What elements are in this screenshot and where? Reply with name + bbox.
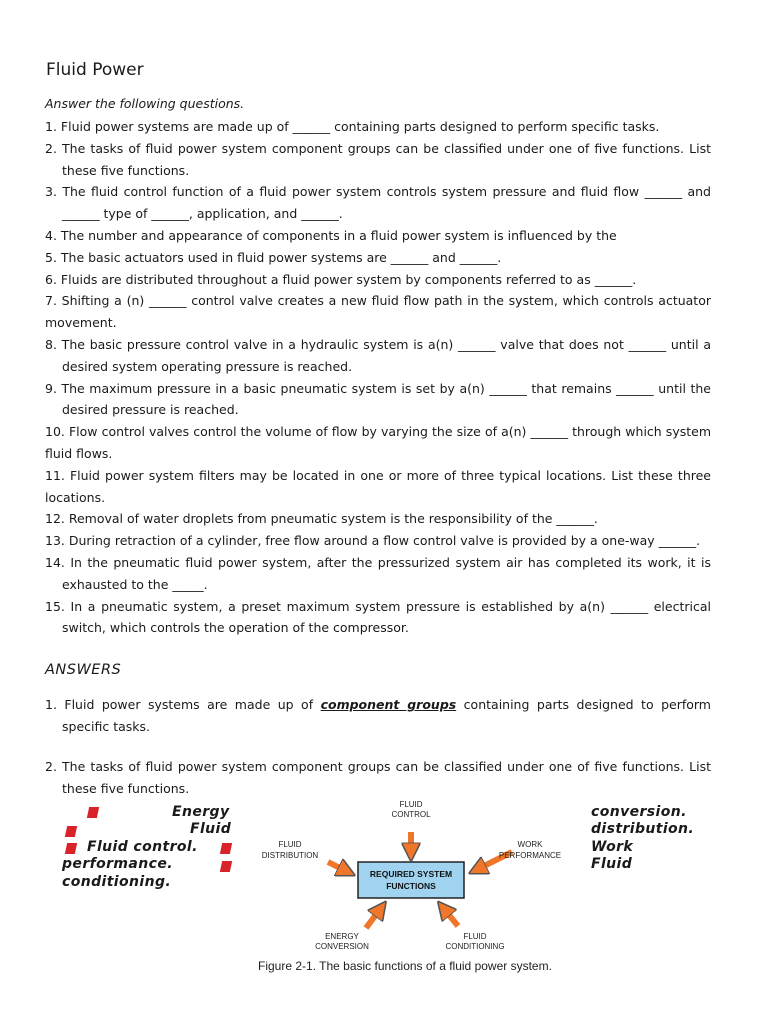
arrow-energy-conversion <box>366 904 384 928</box>
question-10: 10. Flow control valves control the volume of flow by varying the size of a(n) ______ through which system fluid flows. <box>45 424 711 461</box>
answer-1 <box>45 694 711 738</box>
function-fluid: Fluid <box>190 821 232 837</box>
answer-1-highlight: component groups <box>320 697 457 712</box>
label-energy-conversion-2: CONVERSION <box>315 942 369 951</box>
arrow-fluid-distribution <box>328 862 352 874</box>
function-conditioning: conditioning. <box>62 874 172 890</box>
page-title: Fluid Power <box>46 60 144 80</box>
question-13: 13. During retraction of a cylinder, free flow around a flow control valve is provided by a one-way ______. <box>45 533 701 549</box>
question-5: 5. The basic actuators used in fluid power systems are ______ and ______. <box>45 249 502 265</box>
question-14: 14. In the pneumatic fluid power system, after the pressurized system air has completed its work, it is exhausted to the _____. <box>45 554 711 592</box>
bullet-marker <box>65 843 77 854</box>
center-label-2: FUNCTIONS <box>386 881 436 891</box>
functions-diagram <box>250 796 580 958</box>
answer-1-suffix: containing parts designed to perform specific tasks. <box>62 697 711 734</box>
question-3: 3. The fluid control function of a fluid power system controls system pressure and fluid flow ______ and ______ type of ______, application, and ______. <box>45 184 711 222</box>
answers-heading: ANSWERS <box>45 662 122 678</box>
function-fluid-right: Fluid <box>591 856 633 872</box>
question-4: 4. The number and appearance of components in a fluid power system is influenced by the <box>45 227 617 243</box>
arrow-fluid-conditioning <box>440 904 458 926</box>
label-work-performance-1: WORK <box>517 840 543 849</box>
label-fluid-distribution-1: FLUID <box>278 840 302 849</box>
required-functions-box <box>358 862 464 898</box>
instructions: Answer the following questions. <box>45 96 245 111</box>
question-6: 6. Fluids are distributed throughout a fluid power system by components referred to as ______. <box>45 271 637 287</box>
label-fluid-control-2: CONTROL <box>391 810 431 819</box>
caption-label: Figure 2-1. <box>258 959 317 973</box>
function-conversion: conversion. <box>591 804 687 820</box>
center-label-1: REQUIRED SYSTEM <box>369 869 453 879</box>
question-9: 9. The maximum pressure in a basic pneumatic system is set by a(n) ______ that remains ______ until the desired pressure is reached. <box>45 380 711 418</box>
figure-caption <box>258 958 558 974</box>
question-2: 2. The tasks of fluid power system component groups can be classified under one of five functions. List these five functions. <box>45 140 711 178</box>
bullet-marker <box>87 807 99 818</box>
function-energy: Energy <box>172 804 230 820</box>
function-distribution: distribution. <box>591 821 695 837</box>
label-energy-conversion-1: ENERGY <box>325 932 359 941</box>
question-7: 7. Shifting a (n) ______ control valve creates a new fluid flow path in the system, which controls actuator movement. <box>45 293 711 331</box>
bullet-marker <box>220 843 232 854</box>
question-1: 1. Fluid power systems are made up of ______ containing parts designed to perform specific tasks. <box>45 119 660 134</box>
question-11: 11. Fluid power system filters may be located in one or more of three typical locations. List these three locations. <box>45 467 711 505</box>
function-work: Work <box>591 839 634 855</box>
bullet-marker <box>220 861 232 872</box>
label-fluid-control-1: FLUID <box>399 800 423 809</box>
answer-1-prefix: 1. Fluid power systems are made up of <box>45 697 321 712</box>
question-12: 12. Removal of water droplets from pneumatic system is the responsibility of the ______. <box>45 511 598 527</box>
question-15: 15. In a pneumatic system, a preset maximum system pressure is established by a(n) ______ electrical switch, which controls the operation of the compressor. <box>45 598 711 636</box>
answer-2: 2. The tasks of fluid power system component groups can be classified under one of five functions. List these five functions. <box>45 759 711 796</box>
bullet-marker <box>65 826 77 837</box>
caption-text: The basic functions of a fluid power system. <box>316 959 552 973</box>
label-fluid-conditioning-1: FLUID <box>463 932 487 941</box>
function-performance: performance. <box>62 856 173 872</box>
question-8: 8. The basic pressure control valve in a hydraulic system is a(n) ______ valve that does not ______ until a desired system operating pressure is reached. <box>45 336 711 374</box>
label-fluid-distribution-2: DISTRIBUTION <box>261 851 319 860</box>
question-list <box>45 116 711 639</box>
label-fluid-conditioning-2: CONDITIONING <box>445 942 505 951</box>
label-work-performance-2: PERFORMANCE <box>498 851 562 860</box>
function-fluid-control: Fluid control. <box>87 839 198 855</box>
